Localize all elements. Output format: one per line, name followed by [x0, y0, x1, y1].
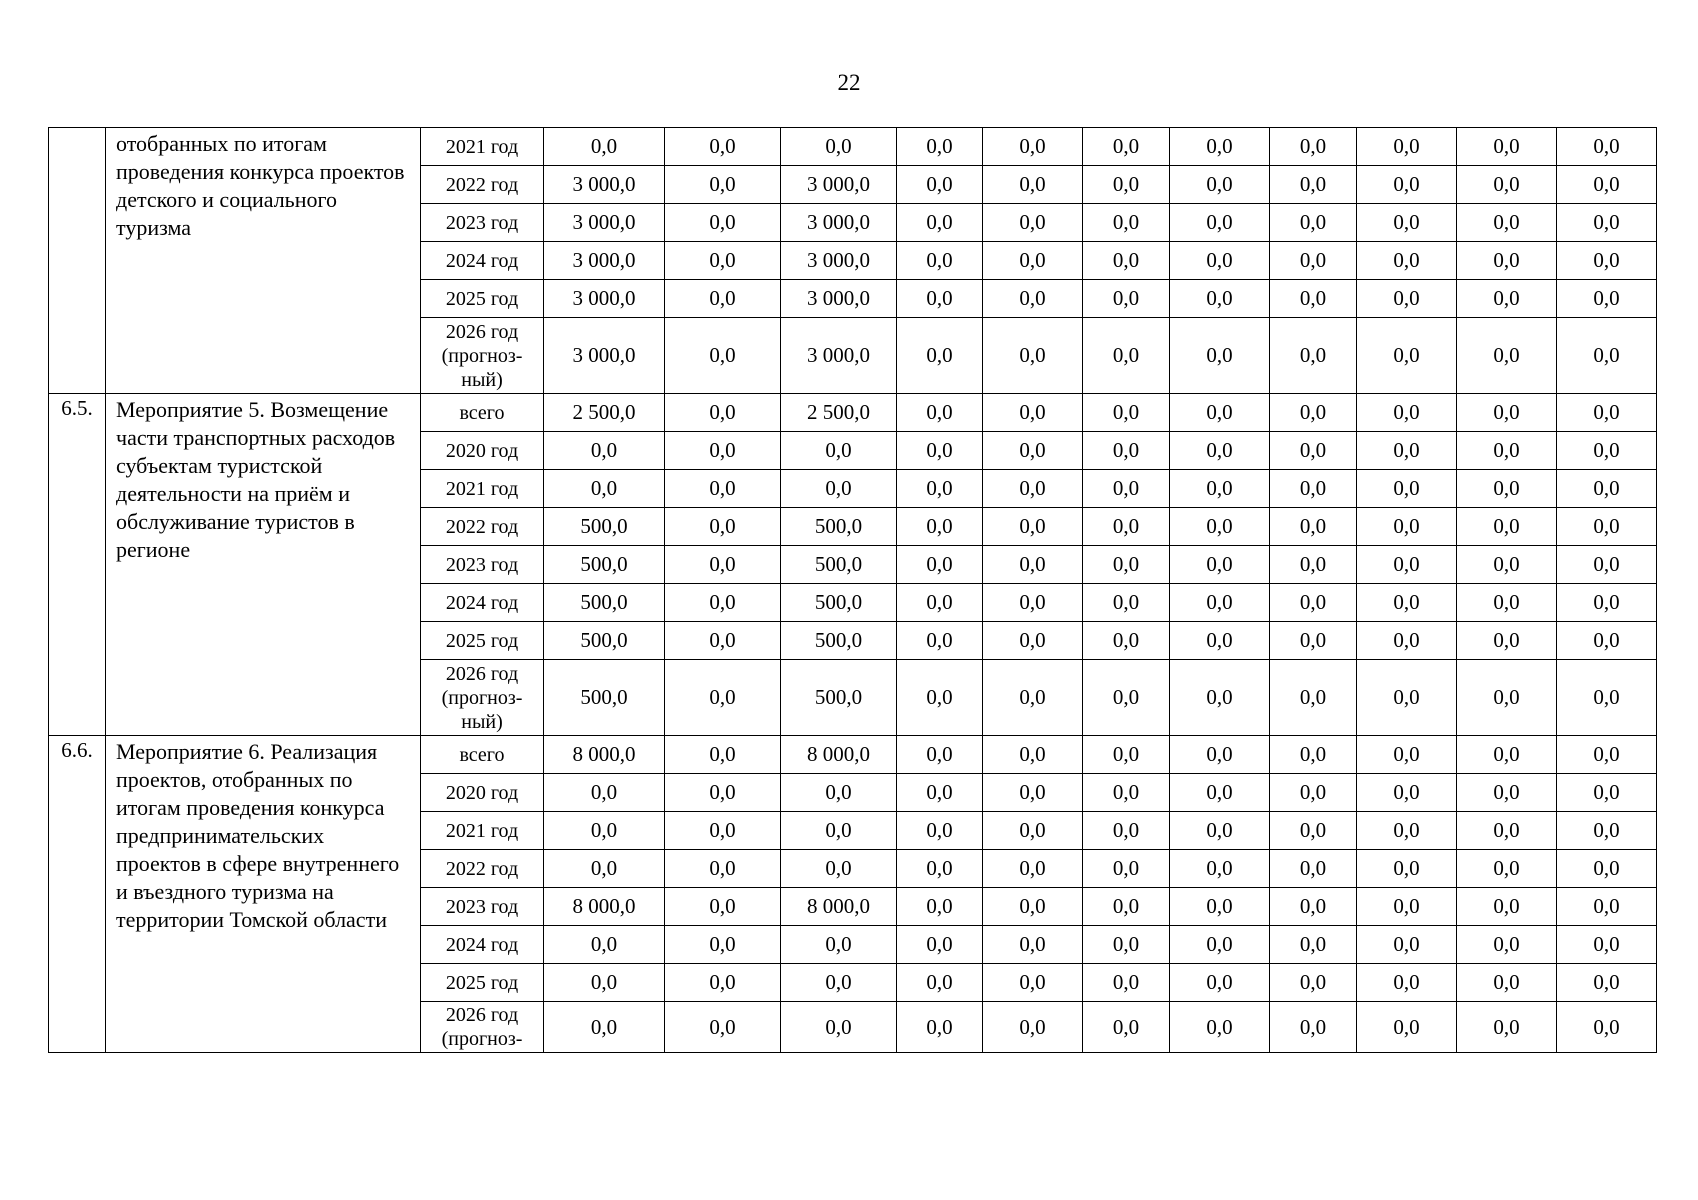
value-cell: 0,0: [1270, 736, 1357, 774]
value-cell: 0,0: [781, 432, 897, 470]
year-cell: всего: [421, 736, 544, 774]
value-cell: 0,0: [1357, 812, 1457, 850]
value-cell: 0,0: [983, 888, 1083, 926]
value-cell: 0,0: [544, 774, 665, 812]
year-cell: 2025 год: [421, 964, 544, 1002]
year-cell: 2021 год: [421, 470, 544, 508]
value-cell: 0,0: [1357, 394, 1457, 432]
value-cell: 0,0: [1357, 660, 1457, 736]
value-cell: 0,0: [1557, 318, 1657, 394]
value-cell: 500,0: [544, 622, 665, 660]
value-cell: 0,0: [1170, 508, 1270, 546]
value-cell: 0,0: [1557, 128, 1657, 166]
value-cell: 0,0: [1357, 318, 1457, 394]
value-cell: 0,0: [1557, 888, 1657, 926]
value-cell: 0,0: [544, 470, 665, 508]
value-cell: 0,0: [983, 166, 1083, 204]
value-cell: 0,0: [544, 926, 665, 964]
value-cell: 8 000,0: [544, 888, 665, 926]
value-cell: 0,0: [1557, 660, 1657, 736]
value-cell: 0,0: [665, 546, 781, 584]
value-cell: 0,0: [983, 774, 1083, 812]
value-cell: 3 000,0: [781, 166, 897, 204]
year-cell: 2021 год: [421, 812, 544, 850]
value-cell: 0,0: [1170, 774, 1270, 812]
value-cell: 0,0: [1083, 774, 1170, 812]
value-cell: 0,0: [1170, 204, 1270, 242]
item-name: Мероприятие 6. Реализация проектов, отобранных по итогам проведения конкурса предпринимательских проектов в сфере внутреннего и въездного туризма на территории Томской области: [106, 736, 421, 1053]
value-cell: 0,0: [1457, 204, 1557, 242]
value-cell: 0,0: [1457, 470, 1557, 508]
value-cell: 0,0: [1083, 546, 1170, 584]
value-cell: 0,0: [1083, 850, 1170, 888]
value-cell: 0,0: [1457, 546, 1557, 584]
value-cell: 0,0: [1557, 432, 1657, 470]
value-cell: 0,0: [897, 166, 983, 204]
value-cell: 0,0: [1170, 584, 1270, 622]
year-cell: 2024 год: [421, 584, 544, 622]
value-cell: 8 000,0: [544, 736, 665, 774]
year-cell: 2020 год: [421, 432, 544, 470]
value-cell: 0,0: [983, 1002, 1083, 1053]
value-cell: 0,0: [1170, 964, 1270, 1002]
value-cell: 0,0: [1170, 432, 1270, 470]
value-cell: 0,0: [1170, 470, 1270, 508]
value-cell: 0,0: [1457, 964, 1557, 1002]
year-cell: 2024 год: [421, 926, 544, 964]
value-cell: 0,0: [665, 242, 781, 280]
value-cell: 0,0: [1270, 888, 1357, 926]
value-cell: 0,0: [1357, 242, 1457, 280]
value-cell: 0,0: [1457, 280, 1557, 318]
year-cell: 2026 год (прогноз-: [421, 1002, 544, 1053]
value-cell: 0,0: [983, 318, 1083, 394]
value-cell: 0,0: [983, 204, 1083, 242]
value-cell: 0,0: [665, 318, 781, 394]
value-cell: 0,0: [1557, 204, 1657, 242]
value-cell: 0,0: [1083, 432, 1170, 470]
budget-table: [48, 127, 1657, 1053]
value-cell: 0,0: [1557, 736, 1657, 774]
value-cell: 0,0: [1357, 128, 1457, 166]
value-cell: 3 000,0: [781, 318, 897, 394]
value-cell: 0,0: [1083, 394, 1170, 432]
value-cell: 500,0: [544, 660, 665, 736]
value-cell: 500,0: [781, 546, 897, 584]
value-cell: 0,0: [1270, 584, 1357, 622]
value-cell: 0,0: [1357, 774, 1457, 812]
item-number: 6.6.: [49, 736, 106, 1053]
value-cell: 0,0: [1357, 888, 1457, 926]
item-name: Мероприятие 5. Возмещение части транспортных расходов субъектам туристской деятельности на приём и обслуживание туристов в регионе: [106, 394, 421, 736]
value-cell: 8 000,0: [781, 736, 897, 774]
value-cell: 0,0: [1270, 470, 1357, 508]
value-cell: 0,0: [1357, 584, 1457, 622]
year-cell: всего: [421, 394, 544, 432]
value-cell: 0,0: [781, 774, 897, 812]
value-cell: 0,0: [1557, 1002, 1657, 1053]
value-cell: 0,0: [1557, 508, 1657, 546]
value-cell: 0,0: [665, 128, 781, 166]
year-cell: 2025 год: [421, 622, 544, 660]
value-cell: 0,0: [1083, 622, 1170, 660]
value-cell: 0,0: [1270, 318, 1357, 394]
value-cell: 0,0: [1457, 622, 1557, 660]
value-cell: 0,0: [1170, 622, 1270, 660]
value-cell: 0,0: [1270, 204, 1357, 242]
value-cell: 0,0: [897, 394, 983, 432]
year-cell: 2023 год: [421, 204, 544, 242]
value-cell: 0,0: [1083, 280, 1170, 318]
value-cell: 0,0: [983, 432, 1083, 470]
value-cell: 0,0: [1270, 774, 1357, 812]
value-cell: 3 000,0: [544, 166, 665, 204]
value-cell: 0,0: [1083, 660, 1170, 736]
value-cell: 8 000,0: [781, 888, 897, 926]
value-cell: 0,0: [1170, 280, 1270, 318]
value-cell: 0,0: [1083, 888, 1170, 926]
table-row: [49, 394, 1657, 432]
value-cell: 0,0: [897, 508, 983, 546]
value-cell: 0,0: [1557, 394, 1657, 432]
value-cell: 0,0: [1170, 394, 1270, 432]
year-cell: 2025 год: [421, 280, 544, 318]
year-cell: 2022 год: [421, 508, 544, 546]
value-cell: 0,0: [1557, 850, 1657, 888]
value-cell: 0,0: [897, 964, 983, 1002]
value-cell: 0,0: [1270, 1002, 1357, 1053]
value-cell: 0,0: [983, 280, 1083, 318]
value-cell: 0,0: [781, 812, 897, 850]
value-cell: 0,0: [665, 736, 781, 774]
value-cell: 0,0: [1457, 584, 1557, 622]
value-cell: 2 500,0: [781, 394, 897, 432]
item-number: [49, 128, 106, 394]
value-cell: 0,0: [544, 964, 665, 1002]
value-cell: 0,0: [665, 584, 781, 622]
value-cell: 0,0: [1083, 470, 1170, 508]
value-cell: 2 500,0: [544, 394, 665, 432]
value-cell: 0,0: [1270, 660, 1357, 736]
value-cell: 0,0: [665, 926, 781, 964]
value-cell: 0,0: [1357, 622, 1457, 660]
value-cell: 0,0: [781, 470, 897, 508]
value-cell: 0,0: [1083, 508, 1170, 546]
value-cell: 0,0: [897, 1002, 983, 1053]
value-cell: 0,0: [983, 736, 1083, 774]
value-cell: 0,0: [897, 926, 983, 964]
value-cell: 0,0: [665, 812, 781, 850]
value-cell: 0,0: [1357, 926, 1457, 964]
value-cell: 3 000,0: [544, 280, 665, 318]
value-cell: 0,0: [897, 470, 983, 508]
value-cell: 0,0: [665, 394, 781, 432]
value-cell: 0,0: [1270, 850, 1357, 888]
value-cell: 0,0: [1457, 1002, 1557, 1053]
value-cell: 0,0: [1457, 166, 1557, 204]
value-cell: 0,0: [781, 926, 897, 964]
value-cell: 3 000,0: [544, 318, 665, 394]
value-cell: 0,0: [1457, 432, 1557, 470]
value-cell: 0,0: [1083, 812, 1170, 850]
value-cell: 0,0: [1357, 1002, 1457, 1053]
value-cell: 0,0: [1270, 166, 1357, 204]
value-cell: 0,0: [1357, 432, 1457, 470]
value-cell: 0,0: [1270, 508, 1357, 546]
value-cell: 0,0: [1457, 394, 1557, 432]
value-cell: 0,0: [1557, 926, 1657, 964]
value-cell: 0,0: [1170, 812, 1270, 850]
value-cell: 0,0: [1170, 888, 1270, 926]
year-cell: 2026 год (прогноз-ный): [421, 660, 544, 736]
table-row: [49, 736, 1657, 774]
year-cell: 2020 год: [421, 774, 544, 812]
value-cell: 0,0: [1557, 584, 1657, 622]
value-cell: 0,0: [897, 850, 983, 888]
value-cell: 0,0: [665, 280, 781, 318]
value-cell: 0,0: [983, 850, 1083, 888]
value-cell: 0,0: [665, 166, 781, 204]
value-cell: 500,0: [781, 622, 897, 660]
item-name: отобранных по итогам проведения конкурса проектов детского и социального туризма: [106, 128, 421, 394]
value-cell: 0,0: [983, 812, 1083, 850]
value-cell: 0,0: [544, 432, 665, 470]
value-cell: 0,0: [1457, 318, 1557, 394]
value-cell: 0,0: [897, 318, 983, 394]
value-cell: 0,0: [1083, 204, 1170, 242]
value-cell: 0,0: [897, 774, 983, 812]
value-cell: 0,0: [1457, 888, 1557, 926]
value-cell: 0,0: [983, 394, 1083, 432]
table-row: [49, 128, 1657, 166]
value-cell: 0,0: [1357, 470, 1457, 508]
value-cell: 0,0: [665, 888, 781, 926]
value-cell: 0,0: [1457, 128, 1557, 166]
year-cell: 2023 год: [421, 888, 544, 926]
value-cell: 0,0: [983, 242, 1083, 280]
value-cell: 0,0: [1270, 432, 1357, 470]
value-cell: 0,0: [983, 660, 1083, 736]
value-cell: 500,0: [781, 584, 897, 622]
value-cell: 500,0: [544, 508, 665, 546]
value-cell: 0,0: [897, 888, 983, 926]
value-cell: 0,0: [1557, 166, 1657, 204]
value-cell: 0,0: [1170, 128, 1270, 166]
value-cell: 0,0: [544, 812, 665, 850]
value-cell: 0,0: [1083, 128, 1170, 166]
value-cell: 0,0: [1270, 128, 1357, 166]
value-cell: 0,0: [1457, 774, 1557, 812]
value-cell: 0,0: [1557, 964, 1657, 1002]
value-cell: 0,0: [1083, 1002, 1170, 1053]
value-cell: 0,0: [665, 470, 781, 508]
value-cell: 0,0: [897, 812, 983, 850]
value-cell: 0,0: [665, 1002, 781, 1053]
value-cell: 0,0: [1457, 736, 1557, 774]
value-cell: 0,0: [1170, 926, 1270, 964]
value-cell: 0,0: [544, 850, 665, 888]
value-cell: 0,0: [781, 850, 897, 888]
value-cell: 0,0: [1357, 280, 1457, 318]
value-cell: 0,0: [897, 128, 983, 166]
value-cell: 0,0: [1083, 964, 1170, 1002]
value-cell: 3 000,0: [781, 204, 897, 242]
value-cell: 3 000,0: [544, 242, 665, 280]
value-cell: 0,0: [1270, 926, 1357, 964]
value-cell: 0,0: [1357, 204, 1457, 242]
year-cell: 2023 год: [421, 546, 544, 584]
value-cell: 0,0: [1170, 242, 1270, 280]
value-cell: 0,0: [665, 622, 781, 660]
value-cell: 0,0: [1270, 812, 1357, 850]
value-cell: 0,0: [897, 736, 983, 774]
value-cell: 0,0: [983, 622, 1083, 660]
value-cell: 0,0: [983, 128, 1083, 166]
value-cell: 0,0: [1083, 926, 1170, 964]
value-cell: 3 000,0: [544, 204, 665, 242]
value-cell: 0,0: [1083, 242, 1170, 280]
value-cell: 500,0: [781, 660, 897, 736]
value-cell: 0,0: [544, 128, 665, 166]
value-cell: 0,0: [1557, 280, 1657, 318]
value-cell: 0,0: [897, 242, 983, 280]
value-cell: 0,0: [983, 926, 1083, 964]
value-cell: 0,0: [983, 584, 1083, 622]
value-cell: 0,0: [1170, 546, 1270, 584]
year-cell: 2021 год: [421, 128, 544, 166]
value-cell: 0,0: [1357, 736, 1457, 774]
value-cell: 0,0: [983, 964, 1083, 1002]
value-cell: 0,0: [1357, 964, 1457, 1002]
value-cell: 0,0: [1457, 850, 1557, 888]
value-cell: 0,0: [983, 508, 1083, 546]
value-cell: 0,0: [897, 622, 983, 660]
value-cell: 0,0: [1457, 242, 1557, 280]
value-cell: 0,0: [1357, 546, 1457, 584]
year-cell: 2022 год: [421, 850, 544, 888]
value-cell: 0,0: [781, 128, 897, 166]
value-cell: 0,0: [1170, 1002, 1270, 1053]
value-cell: 0,0: [1457, 660, 1557, 736]
value-cell: 0,0: [781, 964, 897, 1002]
value-cell: 0,0: [1557, 774, 1657, 812]
value-cell: 0,0: [544, 1002, 665, 1053]
page-number: 22: [837, 70, 861, 95]
value-cell: 0,0: [1270, 622, 1357, 660]
value-cell: 500,0: [544, 584, 665, 622]
value-cell: 0,0: [1170, 318, 1270, 394]
value-cell: 0,0: [1557, 546, 1657, 584]
year-cell: 2022 год: [421, 166, 544, 204]
value-cell: 0,0: [1170, 850, 1270, 888]
value-cell: 0,0: [1357, 508, 1457, 546]
value-cell: 0,0: [665, 204, 781, 242]
value-cell: 0,0: [1457, 812, 1557, 850]
value-cell: 500,0: [781, 508, 897, 546]
value-cell: 3 000,0: [781, 242, 897, 280]
value-cell: 0,0: [1357, 166, 1457, 204]
value-cell: 0,0: [1270, 546, 1357, 584]
value-cell: 0,0: [1170, 166, 1270, 204]
value-cell: 0,0: [897, 432, 983, 470]
value-cell: 0,0: [897, 280, 983, 318]
year-cell: 2026 год (прогноз-ный): [421, 318, 544, 394]
value-cell: 0,0: [1270, 242, 1357, 280]
year-cell: 2024 год: [421, 242, 544, 280]
value-cell: 3 000,0: [781, 280, 897, 318]
value-cell: 0,0: [983, 470, 1083, 508]
value-cell: 0,0: [1457, 508, 1557, 546]
value-cell: 0,0: [983, 546, 1083, 584]
value-cell: 0,0: [1557, 622, 1657, 660]
value-cell: 0,0: [897, 546, 983, 584]
value-cell: 0,0: [1357, 850, 1457, 888]
value-cell: 500,0: [544, 546, 665, 584]
value-cell: 0,0: [665, 964, 781, 1002]
value-cell: 0,0: [1557, 470, 1657, 508]
value-cell: 0,0: [1457, 926, 1557, 964]
value-cell: 0,0: [1557, 242, 1657, 280]
value-cell: 0,0: [1170, 660, 1270, 736]
value-cell: 0,0: [665, 660, 781, 736]
value-cell: 0,0: [665, 850, 781, 888]
value-cell: 0,0: [897, 204, 983, 242]
value-cell: 0,0: [1270, 394, 1357, 432]
value-cell: 0,0: [1083, 318, 1170, 394]
value-cell: 0,0: [1557, 812, 1657, 850]
value-cell: 0,0: [1083, 584, 1170, 622]
item-number: 6.5.: [49, 394, 106, 736]
value-cell: 0,0: [897, 660, 983, 736]
value-cell: 0,0: [1170, 736, 1270, 774]
value-cell: 0,0: [1270, 964, 1357, 1002]
value-cell: 0,0: [665, 774, 781, 812]
value-cell: 0,0: [665, 508, 781, 546]
value-cell: 0,0: [781, 1002, 897, 1053]
value-cell: 0,0: [1083, 736, 1170, 774]
value-cell: 0,0: [665, 432, 781, 470]
value-cell: 0,0: [1083, 166, 1170, 204]
value-cell: 0,0: [897, 584, 983, 622]
value-cell: 0,0: [1270, 280, 1357, 318]
